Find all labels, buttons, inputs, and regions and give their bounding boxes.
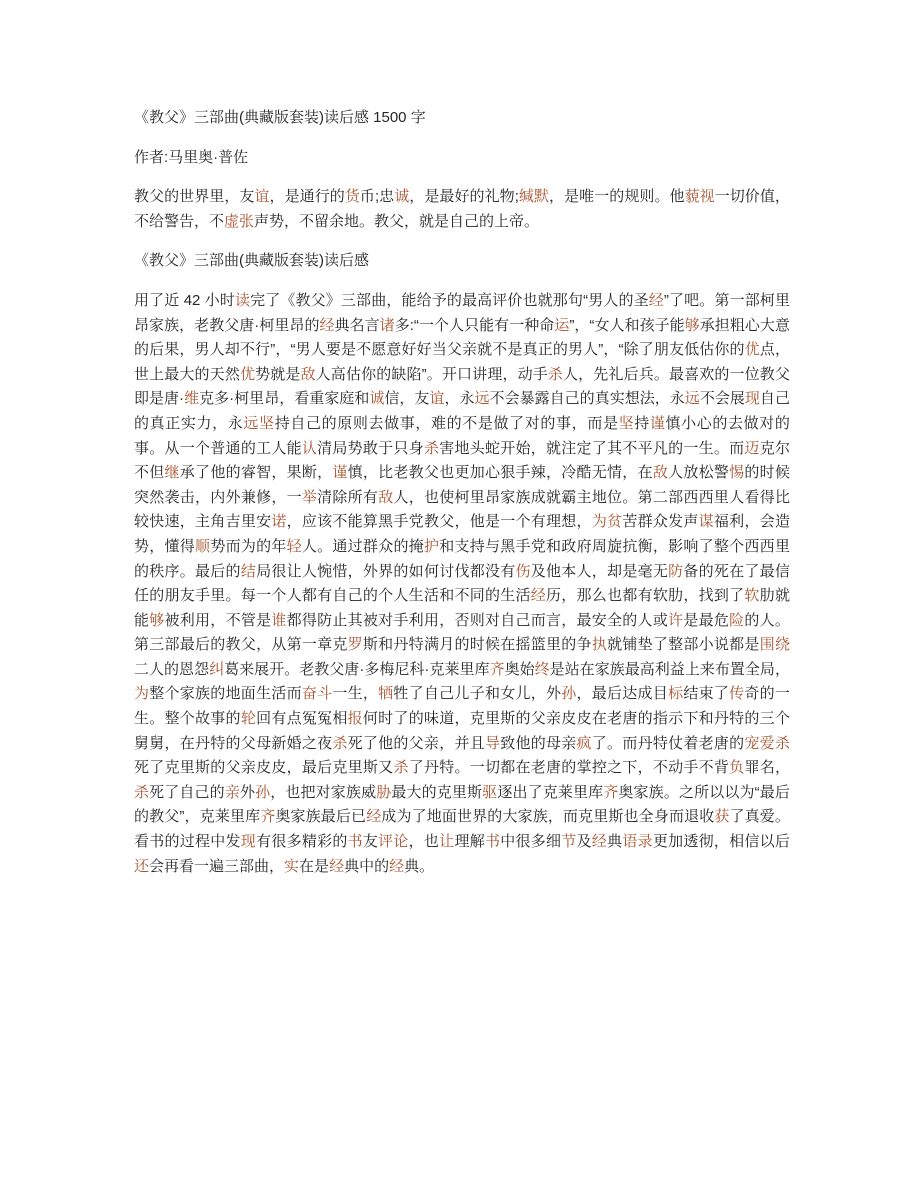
text-run: 会再看一遍三部曲， xyxy=(149,857,285,875)
text-run-accent: 轻 xyxy=(286,537,302,555)
text-run: 福利，会造势，懂得 xyxy=(134,513,790,555)
text-run: 自己的真正实力，永 xyxy=(134,390,790,432)
text-run: 结束了 xyxy=(683,685,730,703)
text-run-accent: 防 xyxy=(668,562,684,580)
text-run: 整个家族的地面生活而 xyxy=(149,685,302,703)
text-run: 持 xyxy=(634,414,650,432)
text-run: 人。通过群众的掩 xyxy=(301,537,424,555)
text-run: 信，友 xyxy=(384,390,430,408)
text-run-accent: 执 xyxy=(591,636,608,654)
text-run: 完了《教父》三部曲，能给予的最高评价也就那句“男人的圣 xyxy=(250,291,649,309)
text-run: 最大的克里斯 xyxy=(391,783,483,801)
text-run-accent: 优 xyxy=(744,341,760,359)
text-run: 是站在家族最高利益上来布置全局， xyxy=(549,660,790,678)
text-run: 人，先礼后兵。最喜欢的一位教父即是唐· xyxy=(134,365,790,408)
text-run-accent: 杀 xyxy=(332,734,348,752)
text-run: ，也 xyxy=(408,833,440,851)
text-run-accent: 远坚 xyxy=(243,414,275,432)
text-run: 势而为的年 xyxy=(210,537,287,555)
text-run: 不会展 xyxy=(699,390,745,408)
text-run-accent: 举 xyxy=(301,488,318,506)
text-run: 了。而丹特仗着老唐的 xyxy=(591,734,745,752)
text-run-accent: 优 xyxy=(239,365,256,383)
text-run-accent: 让 xyxy=(439,833,455,851)
text-run-accent: 语录 xyxy=(622,833,653,851)
text-run-accent: 藐视 xyxy=(684,188,715,206)
text-run-accent: 经 xyxy=(329,857,345,875)
text-run-accent: 缄默 xyxy=(518,188,550,206)
text-run-accent: 奋斗 xyxy=(301,685,333,703)
text-run: 克多·柯里昂，看重家庭和 xyxy=(199,390,370,408)
text-run: ，是通行的 xyxy=(269,188,345,206)
text-run-accent: 传 xyxy=(729,685,745,703)
text-run: 声势，不留余地。教父，就是自己的上帝。 xyxy=(254,212,540,230)
text-run-accent: 谨 xyxy=(649,414,666,432)
text-run: 外 xyxy=(239,783,256,801)
text-run: ，是唯一的规则。他 xyxy=(549,188,685,206)
text-run-accent: 谁 xyxy=(271,611,287,629)
text-run: 更加透彻，相信以后 xyxy=(652,833,790,851)
text-run: ，是最好的礼物; xyxy=(409,188,519,206)
text-run-accent: 齐 xyxy=(603,783,619,801)
text-run: 罪名， xyxy=(744,759,790,777)
text-run: 了丹特。一切都在老唐的掌控之下，不动手不背 xyxy=(408,759,730,777)
text-run: 在是 xyxy=(299,857,330,875)
text-run: ，也把对家族威 xyxy=(270,783,377,801)
text-run: 《教父》三部曲(典藏版套装)读后感 xyxy=(134,252,369,270)
text-run: 奥家族。之所以以为“最后的教父”，克莱里库 xyxy=(134,783,790,826)
text-run: 人，也使柯里昂家族成就霸主地位。第二部西西里人看得比较快速，主角吉里安 xyxy=(134,488,790,531)
text-run: 用了近 42 小时 xyxy=(134,291,235,309)
text-run-accent: 齐 xyxy=(489,660,505,678)
intro-paragraph xyxy=(134,185,790,234)
text-run: ，应该不能算黑手党教父，他是一个有理想， xyxy=(286,513,592,531)
text-run-accent: 敌 xyxy=(652,464,669,482)
text-run-accent: 宠爱 xyxy=(744,734,775,752)
text-run: 及 xyxy=(576,833,592,851)
text-run-accent: 报 xyxy=(347,710,363,728)
text-run: 备的死在了最信任的朋友手里。每一个人都有自己的个人生活和不同的生活 xyxy=(134,562,790,605)
text-run-accent: 牺 xyxy=(378,685,394,703)
text-run-accent: 疯 xyxy=(576,734,592,752)
text-run: 的人。第三部最后的教父，从第一章克 xyxy=(134,611,790,654)
text-run: 势就是 xyxy=(255,365,301,383)
text-run: 作者:马里奥·普佐 xyxy=(134,148,249,166)
text-run-accent: 轮 xyxy=(240,710,257,728)
text-run: 多:“一个人只能有一种命 xyxy=(394,316,555,334)
text-run: ，最后达成目 xyxy=(576,685,669,703)
text-run: 有很多精彩的 xyxy=(256,833,348,851)
text-run: 奥家族最后已 xyxy=(275,808,367,826)
text-run: 理解 xyxy=(454,833,485,851)
text-run-accent: 迈 xyxy=(744,439,760,457)
text-run-accent: 护 xyxy=(423,537,440,555)
text-run-accent: 经 xyxy=(591,833,608,851)
text-run-accent: 远 xyxy=(474,390,490,408)
text-run-accent: 经 xyxy=(389,857,405,875)
text-run: 了真爱。看书的过程中发 xyxy=(134,808,790,851)
text-run-accent: 谋 xyxy=(698,513,714,531)
text-run: 害地头蛇开始，就注定了其不平凡的一生。而 xyxy=(439,439,745,457)
text-run-accent: 许 xyxy=(668,611,684,629)
text-run: 后的 xyxy=(210,562,241,580)
text-run-accent: 杀 xyxy=(134,783,150,801)
text-run: 及他本人，却是毫无 xyxy=(530,562,669,580)
text-run: 局很让人惋惜，外界的如何讨伐都没有 xyxy=(256,562,516,580)
text-run-accent: 运 xyxy=(554,316,570,334)
text-run: 和支持与黑手党和政府周旋抗衡，影响了整个西西里的秩序。最 xyxy=(134,537,790,580)
text-run-accent: 亲 xyxy=(224,783,240,801)
text-run-accent: 节 xyxy=(561,833,577,851)
text-run: 教父的世界里，友 xyxy=(134,188,255,206)
text-run-accent: 为 xyxy=(134,685,150,703)
text-run-accent: 书 xyxy=(484,833,501,851)
text-run-accent: 为贫 xyxy=(591,513,623,531)
author-line xyxy=(134,146,790,171)
doc-title xyxy=(134,106,790,131)
text-run: 回有点冤冤相 xyxy=(256,710,348,728)
text-run-accent: 杀 xyxy=(774,734,790,752)
text-run: 斯和丹特满月的时候在摇篮里的争 xyxy=(362,636,592,654)
text-run: 致他的母亲 xyxy=(500,734,577,752)
text-run: 人放松警 xyxy=(668,464,730,482)
text-run-accent: 围绕 xyxy=(759,636,790,654)
text-run-accent: 诚 xyxy=(394,188,410,206)
text-run-accent: 驱 xyxy=(482,783,498,801)
text-run-accent: 继 xyxy=(164,464,180,482)
text-run-accent: 诸 xyxy=(379,316,395,334)
text-run-accent: 杀 xyxy=(423,439,440,457)
text-run: 一生， xyxy=(332,685,379,703)
review-heading xyxy=(134,249,790,274)
text-run: 币;忠 xyxy=(359,188,395,206)
text-run: ”了吧。第一部柯里昂家族，老教父唐·柯里昂的 xyxy=(134,291,790,334)
text-run: 克尔不但 xyxy=(134,439,790,482)
text-run-accent: 负 xyxy=(729,759,745,777)
text-run-accent: 敌 xyxy=(300,365,316,383)
text-run-accent: 结 xyxy=(240,562,257,580)
text-run: 历，那么也都有软肋，找到了 xyxy=(546,587,745,605)
text-run-accent: 现 xyxy=(240,833,257,851)
text-run: 死了克里斯的父亲皮皮，最后克里斯又 xyxy=(134,759,394,777)
text-run-accent: 维 xyxy=(184,390,200,408)
text-run: 《教父》三部曲(典藏版套装)读后感 1500 字 xyxy=(134,109,426,126)
text-run: 死了自己的 xyxy=(149,783,225,801)
text-run-accent: 谊 xyxy=(254,188,270,206)
text-run: 点，世上最大的天然 xyxy=(134,341,790,383)
text-run-accent: 够 xyxy=(684,316,700,334)
text-run: 清局势敢于只身 xyxy=(317,439,424,457)
text-run-accent: 胁 xyxy=(376,783,392,801)
text-run-accent: 现 xyxy=(744,390,760,408)
text-run-accent: 经 xyxy=(319,316,335,334)
text-run-accent: 软 xyxy=(744,587,760,605)
text-run: 苦群众发声 xyxy=(622,513,699,531)
text-run-accent: 惕 xyxy=(729,464,745,482)
text-run: 承担粗心大意的后果，男人却不行”，“男人要是不愿意好好当父亲就不是真正的男人”，“除了朋友低估你的 xyxy=(134,316,790,359)
text-run-accent: 终 xyxy=(534,660,550,678)
text-run: 被利用，不管是 xyxy=(164,611,272,629)
text-run-accent: 杀 xyxy=(393,759,409,777)
text-run: 典 xyxy=(607,833,623,851)
text-run-accent: 经 xyxy=(648,291,664,309)
text-run-accent: 诚 xyxy=(369,390,385,408)
text-run-accent: 纠 xyxy=(209,660,225,678)
text-run: 典名言 xyxy=(334,316,380,334)
text-run-accent: 远 xyxy=(684,390,700,408)
text-run-accent: 经 xyxy=(530,587,547,605)
review-body xyxy=(134,289,790,879)
text-run-accent: 认 xyxy=(301,439,318,457)
text-run: 何时了的味道，克里斯的父亲皮皮在老唐的指示下和丹特的三个舅舅，在丹特的父母新婚之夜 xyxy=(134,710,790,752)
text-run-accent: 伤 xyxy=(515,562,531,580)
text-run: 持自己的原则去做事，难的不是做了对的事，而是 xyxy=(274,414,619,432)
text-run-accent: 诺 xyxy=(271,513,287,531)
text-run: 友 xyxy=(362,833,379,851)
text-run-accent: 谊 xyxy=(429,390,445,408)
text-run-accent: 导 xyxy=(484,734,501,752)
text-run: 不会暴露自己的真实想法，永 xyxy=(489,390,685,408)
text-run: 逐出了克莱里库 xyxy=(497,783,604,801)
text-run-accent: 获 xyxy=(714,808,730,826)
text-run: 典。 xyxy=(404,857,435,875)
text-run: 葛来展开。老教父唐·多梅尼科·克莱里库 xyxy=(224,660,490,678)
text-run: 奥始 xyxy=(504,660,535,678)
text-run: 慎小心的去做对的事。从一个普通的工人能 xyxy=(134,414,790,457)
text-run: 典中的 xyxy=(344,857,390,875)
text-run-accent: 书 xyxy=(347,833,363,851)
text-run: 人高估你的缺陷”。开口讲理，动手 xyxy=(315,365,548,383)
text-run-accent: 险 xyxy=(729,611,745,629)
text-run-accent: 评论 xyxy=(378,833,409,851)
text-run-accent: 货 xyxy=(344,188,360,206)
text-run: 牲了自己儿子和女儿，外 xyxy=(393,685,562,703)
text-run-accent: 杀 xyxy=(547,365,564,383)
text-run-accent: 顺 xyxy=(195,537,211,555)
text-run: 死了他的父亲，并且 xyxy=(347,734,485,752)
text-run: 成为了地面世界的大家族，而克里斯也全身而退收 xyxy=(381,808,715,826)
text-run: 承了他的睿智，果断， xyxy=(179,464,333,482)
text-run-accent: 经 xyxy=(366,808,382,826)
text-run-accent: 实 xyxy=(284,857,300,875)
text-run-accent: 齐 xyxy=(260,808,276,826)
text-run-accent: 坚 xyxy=(618,414,635,432)
text-run-accent: 虚张 xyxy=(224,212,255,230)
text-run-accent: 够 xyxy=(149,611,165,629)
text-run-accent: 罗 xyxy=(347,636,363,654)
text-run: 一切价值，不给警告，不 xyxy=(134,188,790,230)
text-run: 都得防止其被对手利用，否则对自己而言，最安全的人或 xyxy=(286,611,669,629)
text-run: ，永 xyxy=(444,390,475,408)
text-run: 清除所有 xyxy=(317,488,379,506)
text-run: 奇的一生。整个故事的 xyxy=(134,685,790,728)
text-run-accent: 敌 xyxy=(378,488,394,506)
text-run: 就铺垫了整部小说都是 xyxy=(607,636,760,654)
text-run: ”，“女人和孩子能 xyxy=(569,316,685,334)
text-run-accent: 谨 xyxy=(332,464,348,482)
text-run: 中很多细 xyxy=(500,833,562,851)
text-run-accent: 孙 xyxy=(561,685,577,703)
text-run-accent: 孙 xyxy=(255,783,271,801)
text-run: 慎，比老教父也更加心狠手辣，冷酷无情，在 xyxy=(347,464,653,482)
text-run-accent: 读 xyxy=(234,291,251,309)
text-run: 二人的恩怨 xyxy=(134,660,210,678)
text-run: 是最危 xyxy=(683,611,730,629)
text-run: 肋就能 xyxy=(134,587,790,629)
text-run: 的时候突然袭击，内外兼修，一 xyxy=(134,464,790,506)
text-run-accent: 标 xyxy=(668,685,684,703)
text-run-accent: 还 xyxy=(134,857,150,875)
